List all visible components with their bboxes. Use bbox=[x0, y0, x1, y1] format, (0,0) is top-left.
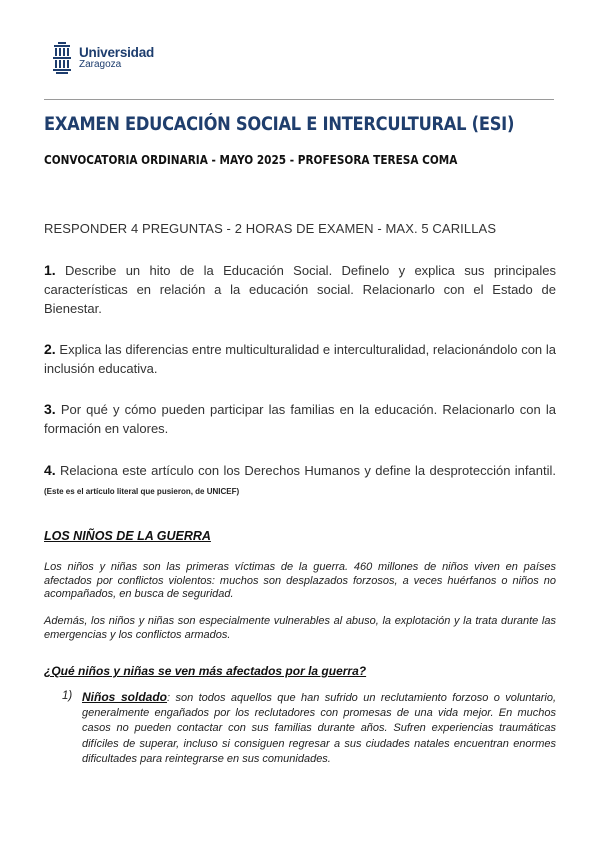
university-crest-icon bbox=[52, 42, 72, 74]
list-item-term: Niños soldado bbox=[82, 690, 168, 704]
university-logo bbox=[52, 42, 154, 74]
logo-city: Zaragoza bbox=[79, 59, 122, 71]
list-item-body bbox=[82, 690, 556, 767]
article-paragraph-2: Además, los niños y niñas son especialmente vulnerables al abuso, la explotación y la trata durante las emergencias y los conflictos armados. bbox=[44, 615, 556, 641]
article-paragraph-1: Los niños y niñas son las primeras víctimas de la guerra. 460 millones de niños viven en países afectados por conflictos violentos: muchos son desplazados forzosos, a veces huérfanos o niños no acompañados, en busca de seguridad. bbox=[44, 561, 556, 600]
question-note: (Este es el artículo literal que pusieron, de UNICEF) bbox=[44, 487, 240, 496]
question-text: Explica las diferencias entre multiculturalidad e interculturalidad, relacionándolo con la inclusión educativa. bbox=[44, 342, 556, 376]
question-1 bbox=[44, 261, 556, 318]
exam-title: EXAMEN EDUCACIÓN SOCIAL E INTERCULTURAL (ESI) bbox=[44, 114, 515, 135]
question-text: Por qué y cómo pueden participar las familias en la educación. Relacionarlo con la formación en valores. bbox=[44, 402, 556, 436]
article-title: LOS NIÑOS DE LA GUERRA bbox=[44, 529, 211, 543]
question-2 bbox=[44, 340, 556, 378]
list-item bbox=[62, 690, 556, 767]
question-number: 4. bbox=[44, 462, 56, 478]
exam-instructions: RESPONDER 4 PREGUNTAS - 2 HORAS DE EXAMEN - MAX. 5 CARILLAS bbox=[44, 221, 497, 236]
question-text: Describe un hito de la Educación Social. Definelo y explica sus principales características en relación a la educación social. Relacionarlo con el Estado de Bienestar. bbox=[44, 263, 556, 316]
question-number: 1. bbox=[44, 262, 56, 278]
question-number: 2. bbox=[44, 341, 56, 357]
exam-subtitle: CONVOCATORIA ORDINARIA - MAYO 2025 - PROFESORA TERESA COMA bbox=[44, 152, 458, 167]
logo-name: Universidad bbox=[79, 44, 155, 60]
article-subheading: ¿Qué niños y niñas se ven más afectados por la guerra? bbox=[44, 664, 367, 678]
question-3 bbox=[44, 400, 556, 438]
question-number: 3. bbox=[44, 401, 56, 417]
list-item-number: 1) bbox=[62, 690, 73, 702]
list-item-text: : son todos aquellos que han sufrido un reclutamiento forzoso o voluntario, generalmente engañados por los reclutadores con promesas de una vida mejor. En muchos casos no pueden contactar con sus familias durante años. Sufren experiencias traumáticas difíciles de superar, incluso si consiguen regresar a sus ciudades natales encuentran enormes dificultades para reintegrarse en sus comunidades. bbox=[82, 692, 556, 765]
question-4 bbox=[44, 461, 556, 501]
question-text: Relaciona este artículo con los Derechos Humanos y define la desprotección infantil. bbox=[60, 463, 556, 478]
header-divider bbox=[44, 99, 554, 100]
